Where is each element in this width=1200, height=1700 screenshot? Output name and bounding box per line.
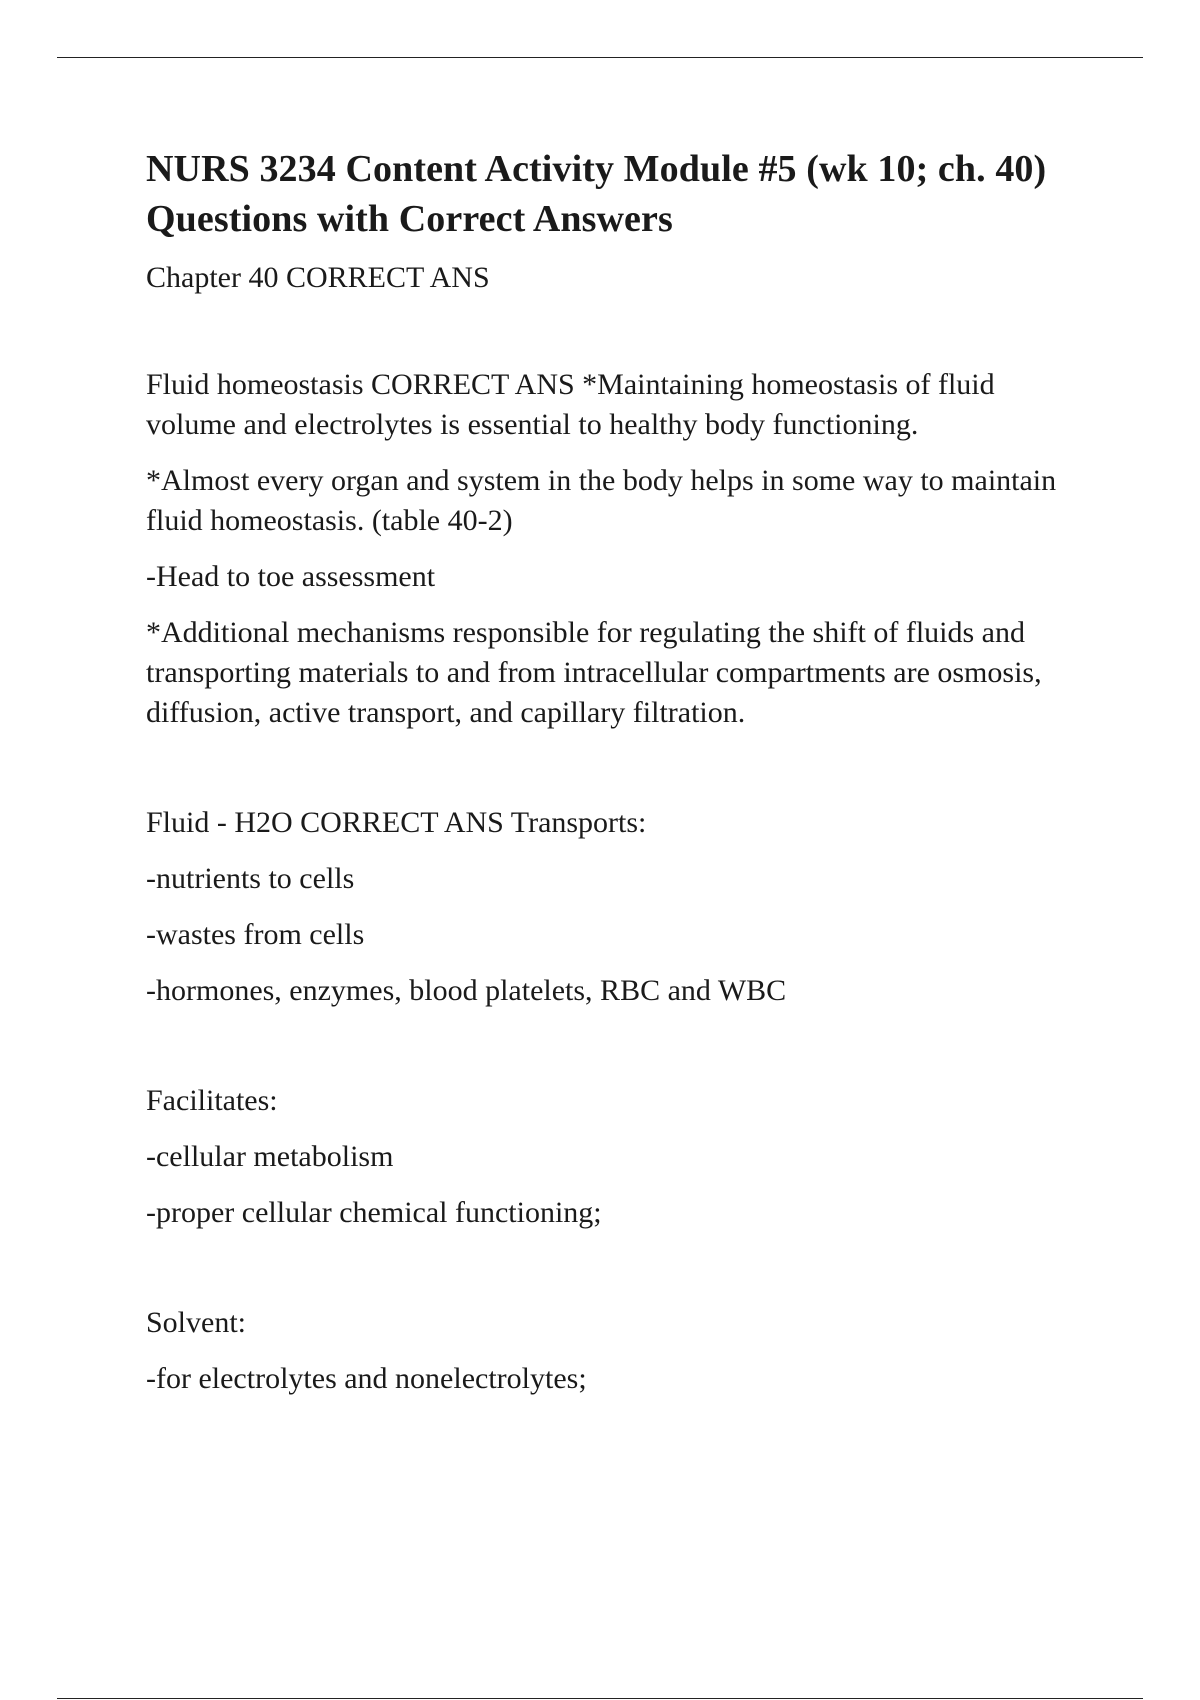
list-item: -wastes from cells bbox=[146, 918, 365, 951]
list-item: -nutrients to cells bbox=[146, 862, 355, 895]
paragraph: *Almost every organ and system in the body helps in some way to maintain fluid homeostasis. (table 40-2) bbox=[146, 464, 1057, 537]
list-item: -for electrolytes and nonelectrolytes; bbox=[146, 1362, 587, 1395]
section-fluid-h2o bbox=[146, 803, 1086, 1011]
paragraph: *Additional mechanisms responsible for regulating the shift of fluids and transporting materials to and from intracellular compartments are osmosis, diffusion, active transport, and capillary filtration. bbox=[146, 616, 1042, 729]
top-divider bbox=[57, 57, 1143, 58]
section-facilitates bbox=[146, 1081, 1086, 1233]
list-item: -hormones, enzymes, blood platelets, RBC and WBC bbox=[146, 974, 787, 1007]
list-item: -proper cellular chemical functioning; bbox=[146, 1196, 602, 1229]
paragraph: Facilitates: bbox=[146, 1084, 278, 1117]
paragraph: Solvent: bbox=[146, 1306, 247, 1339]
paragraph: -Head to toe assessment bbox=[146, 560, 436, 593]
document-body bbox=[146, 144, 1086, 1399]
section-solvent bbox=[146, 1303, 1086, 1399]
bottom-divider bbox=[57, 1698, 1143, 1699]
chapter-heading: Chapter 40 CORRECT ANS bbox=[146, 261, 490, 294]
paragraph: Fluid - H2O CORRECT ANS Transports: bbox=[146, 806, 647, 839]
list-item: -cellular metabolism bbox=[146, 1140, 394, 1173]
section-fluid-homeostasis bbox=[146, 365, 1086, 733]
document-title: NURS 3234 Content Activity Module #5 (wk 10; ch. 40) Questions with Correct Answers bbox=[146, 148, 1047, 240]
paragraph: Fluid homeostasis CORRECT ANS *Maintaining homeostasis of fluid volume and electrolytes is essential to healthy body functioning. bbox=[146, 368, 995, 441]
